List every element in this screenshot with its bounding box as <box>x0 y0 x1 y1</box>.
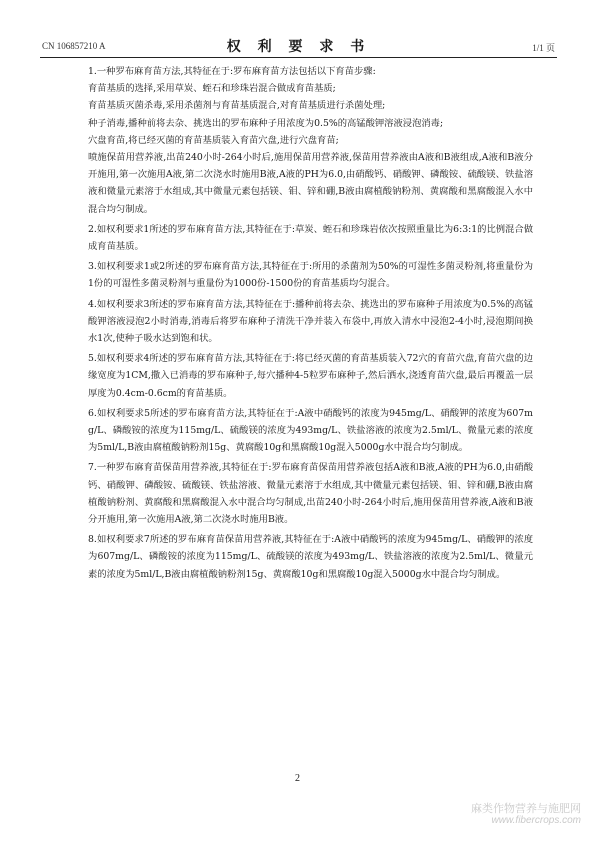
claim-1-step-tray: 穴盘育苗,将已经灭菌的育苗基质装入育苗穴盘,进行穴盘育苗; <box>88 134 339 146</box>
claim-1-step-sterilize: 育苗基质灭菌杀毒,采用杀菌剂与育苗基质混合,对育苗基质进行杀菌处理; <box>88 100 386 112</box>
claim-8: 8.如权利要求7所述的罗布麻育苗保苗用营养液,其特征在于:A液中硝酸钙的浓度为945mg/L、硝酸钾的浓度为607mg/L、磷酸铵的浓度为115mg/L、硫酸镁的浓度为493mg/L、铁盐溶液的浓度为2.5ml/L、微量元素的浓度为5ml/L,B液由腐植酸钠粉剂15g、黄腐酸10g和黑腐酸10g混入5000g水中混合均匀制成。 <box>88 534 533 580</box>
header-rule <box>40 57 557 58</box>
watermark-url: www.fibercrops.com <box>491 815 581 826</box>
watermark-text: 麻类作物营养与施肥网 <box>471 802 581 815</box>
page-label: 1/1 页 <box>532 43 555 53</box>
page-number: 2 <box>295 773 300 784</box>
claim-1-step-nutrient: 喷施保苗用营养液,出苗240小时-264小时后,施用保苗用营养液,保苗用营养液由A液和B液组成,A液和B液分开施用,第一次施用A液,第二次浇水时施用B液,A液的PH为6.0,由硝酸钙、硝酸钾、磷酸铵、硫酸镁、铁盐溶液和微量元素溶于水组成,其中微量元素包括镁、钼、锌和硼,B液由腐植酸钠粉剂、黄腐酸和黑腐酸混入水中混合均匀制成。 <box>88 152 533 215</box>
document-title: 权 利 要 求 书 <box>226 39 371 55</box>
claim-3: 3.如权利要求1或2所述的罗布麻育苗方法,其特征在于:所用的杀菌剂为50%的可湿性多菌灵粉剂,将重量份为1份的可湿性多菌灵粉剂与重量份为1000份-1500份的育苗基质均匀混合。 <box>88 261 533 290</box>
claim-4: 4.如权利要求3所述的罗布麻育苗方法,其特征在于:播种前将去杂、挑选出的罗布麻种子用浓度为0.5%的高锰酸钾溶液浸泡2小时消毒,消毒后将罗布麻种子清洗干净并装入布袋中,再放入清水中浸泡2-4小时,浸泡期间换水1次,使种子吸水达到饱和状。 <box>88 298 533 345</box>
claim-6: 6.如权利要求5所述的罗布麻育苗方法,其特征在于:A液中硝酸钙的浓度为945mg/L、硝酸钾的浓度为607mg/L、磷酸铵的浓度为115mg/L、硫酸镁的浓度为493mg/L、铁盐溶液的浓度为2.5ml/L、微量元素的浓度为5ml/L,B液由腐植酸钠粉剂15g、黄腐酸10g和黑腐酸10g混入5000g水中混合均匀制成。 <box>88 407 533 454</box>
claim-1-intro: 1.一种罗布麻育苗方法,其特征在于:罗布麻育苗方法包括以下育苗步骤: <box>88 66 376 77</box>
claim-5: 5.如权利要求4所述的罗布麻育苗方法,其特征在于:将已经灭菌的育苗基质装入72穴的育苗穴盘,育苗穴盘的边缘宽度为1CM,撒入已消毒的罗布麻种子,每穴播种4-5粒罗布麻种子,然后洒水,浇透育苗穴盘,最后再覆盖一层厚度为0.4cm-0.6cm的育苗基质。 <box>88 353 533 399</box>
claim-1-step-substrate: 育苗基质的选择,采用草炭、蛭石和珍珠岩混合做成育苗基质; <box>88 83 336 95</box>
claims-body <box>88 63 533 583</box>
claim-1-step-seed: 种子消毒,播种前将去杂、挑选出的罗布麻种子用浓度为0.5%的高锰酸钾溶液浸泡消毒; <box>88 117 444 129</box>
claim-2: 2.如权利要求1所述的罗布麻育苗方法,其特征在于:草炭、蛭石和珍珠岩依次按照重量比为6:3:1的比例混合做成育苗基质。 <box>88 223 533 253</box>
patent-number: CN 106857210 A <box>42 41 106 51</box>
page-header <box>42 38 555 56</box>
claim-7: 7.一种罗布麻育苗保苗用营养液,其特征在于:罗布麻育苗保苗用营养液包括A液和B液,A液的PH为6.0,由硝酸钙、硝酸钾、磷酸铵、硫酸镁、铁盐溶液、微量元素溶于水组成,其中微量元素包括镁、钼、锌和硼,B液由腐植酸钠粉剂、黄腐酸和黑腐酸混入水中混合均匀制成,出苗240小时-264小时后,施用保苗用营养液,A液和B液分开施用,第一次施用A液,第二次浇水时施用B液。 <box>88 462 533 526</box>
